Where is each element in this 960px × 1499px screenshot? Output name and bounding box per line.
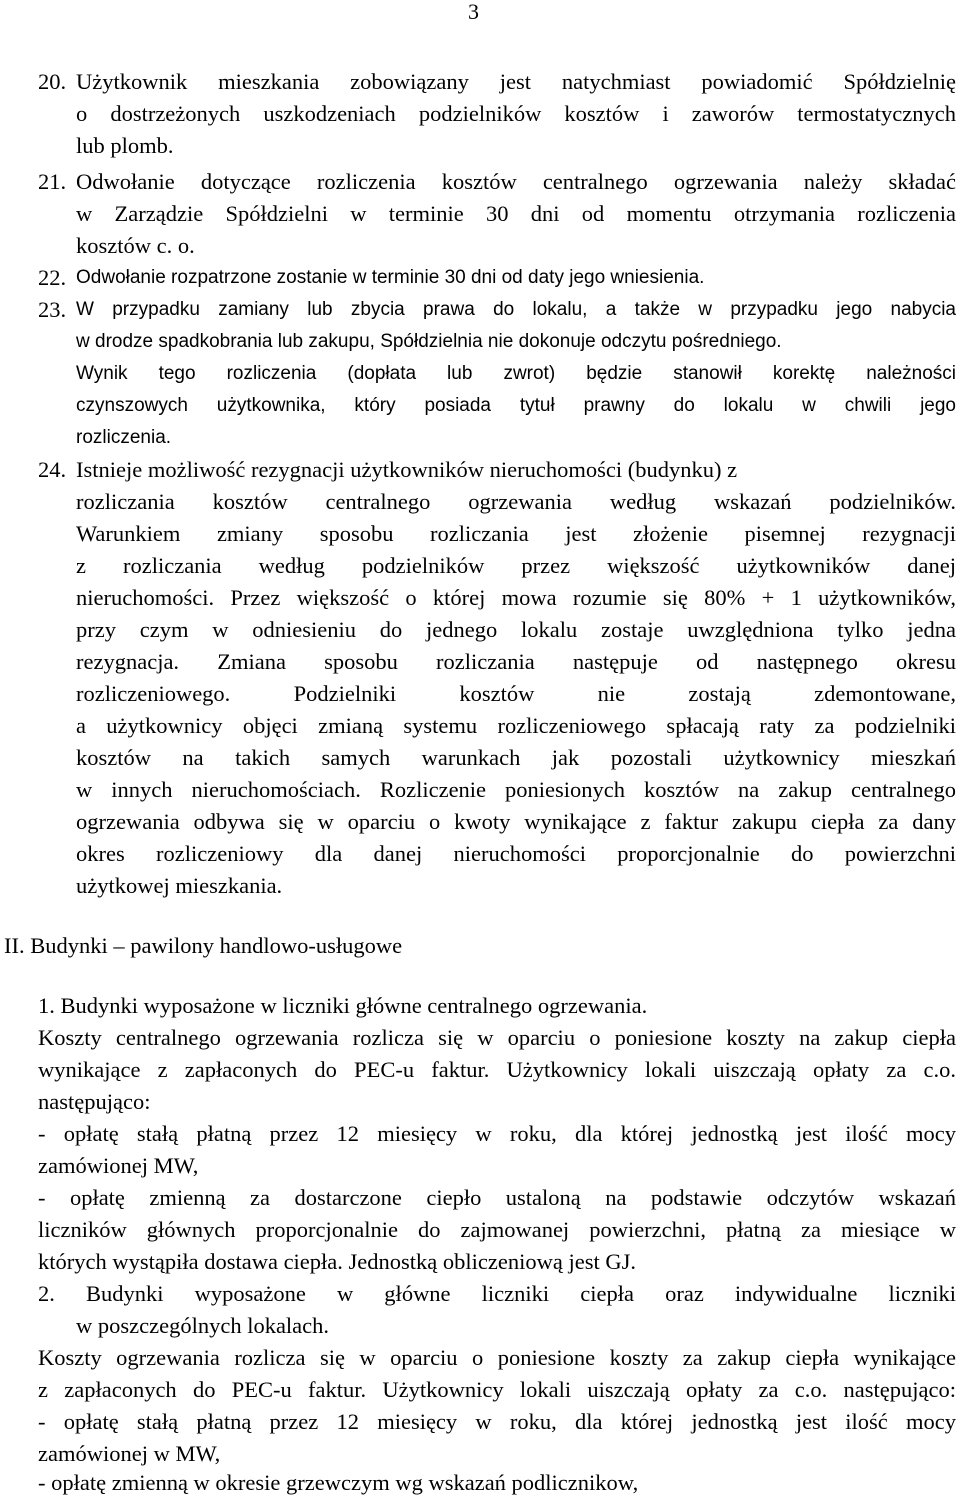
item-24-line-12: ogrzewania odbywa się w oparciu o kwoty wynikające z faktur zakupu ciepła za dany xyxy=(76,809,956,834)
item-24-line-3: Warunkiem zmiany sposobu rozliczania jest złożenie pisemnej rezygnacji xyxy=(76,521,956,546)
item-21-line-1: Odwołanie dotyczące rozliczenia kosztów centralnego ogrzewania należy składać xyxy=(76,169,956,194)
item-24-line-5: nieruchomości. Przez większość o której mowa rozumie się 80% + 1 użytkowników, xyxy=(76,585,956,610)
item-23-line-1: W przypadku zamiany lub zbycia prawa do lokalu, a także w przypadku jego nabycia xyxy=(76,299,956,320)
item-20-line-2: o dostrzeżonych uszkodzeniach podzielników kosztów i zaworów termostatycznych xyxy=(76,101,956,126)
item-24-number: 24. xyxy=(38,457,67,482)
section-2-p1-line-5: zamówionej MW, xyxy=(38,1153,199,1178)
section-2-item-2: 2. Budynki wyposażone w główne liczniki ciepła oraz indywidualne liczniki xyxy=(38,1281,956,1306)
section-2-p2-line-3: - opłatę stałą płatną przez 12 miesięcy w roku, dla której jednostką jest ilość mocy xyxy=(38,1409,956,1434)
item-23-number: 23. xyxy=(38,297,67,322)
item-21-number: 21. xyxy=(38,169,67,194)
section-2-p1-line-2: wynikające z zapłaconych do PEC-u faktur. Użytkownicy lokali uiszczają opłaty za c.o. xyxy=(38,1057,956,1082)
item-24-line-4: z rozliczania według podzielników przez większość użytkowników danej xyxy=(76,553,956,578)
section-2-p2-line-5: - opłatę zmienną w okresie grzewczym wg wskazań podlicznikow, xyxy=(38,1470,639,1495)
item-24-line-8: rozliczeniowego. Podzielniki kosztów nie zostają zdemontowane, xyxy=(76,681,956,706)
item-23-line-2: w drodze spadkobrania lub zakupu, Spółdzielnia nie dokonuje odczytu pośredniego. xyxy=(76,331,782,352)
item-23-line-4: czynszowych użytkownika, który posiada tytuł prawny do lokalu w chwili jego xyxy=(76,395,956,416)
section-2-heading: II. Budynki – pawilony handlowo-usługowe xyxy=(4,933,403,958)
item-24-line-10: kosztów na takich samych warunkach jak pozostali użytkownicy mieszkań xyxy=(76,745,956,770)
item-22-line-1: Odwołanie rozpatrzone zostanie w terminie 30 dni od daty jego wniesienia. xyxy=(76,267,705,288)
item-20-line-1: Użytkownik mieszkania zobowiązany jest natychmiast powiadomić Spółdzielnię xyxy=(76,69,956,94)
item-20-line-3: lub plomb. xyxy=(76,133,174,158)
item-21-line-2: w Zarządzie Spółdzielni w terminie 30 dni od momentu otrzymania rozliczenia xyxy=(76,201,956,226)
section-2-p2-line-2: z zapłaconych do PEC-u faktur. Użytkownicy lokali uiszczają opłaty za c.o. następująco: xyxy=(38,1377,956,1402)
section-2-p1-line-6: - opłatę zmienną za dostarczone ciepło ustaloną na podstawie odczytów wskazań xyxy=(38,1185,956,1210)
section-2-p1-line-7: liczników głównych proporcjonalnie do zajmowanej powierzchni, płatną za miesiące w xyxy=(38,1217,956,1242)
section-2-item-2-cont: w poszczególnych lokalach. xyxy=(76,1313,330,1338)
section-2-item-1: 1. Budynki wyposażone w liczniki główne centralnego ogrzewania. xyxy=(38,993,648,1018)
item-24-line-7: rezygnacja. Zmiana sposobu rozliczania następuje od następnego okresu xyxy=(76,649,956,674)
section-2-p1-line-1: Koszty centralnego ogrzewania rozlicza się w oparciu o poniesione koszty na zakup ciepła xyxy=(38,1025,956,1050)
item-24-line-13: okres rozliczeniowy dla danej nieruchomości proporcjonalnie do powierzchni xyxy=(76,841,956,866)
item-24-line-11: w innych nieruchomościach. Rozliczenie poniesionych kosztów na zakup centralnego xyxy=(76,777,956,802)
item-22-number: 22. xyxy=(38,265,67,290)
section-2-p2-line-1: Koszty ogrzewania rozlicza się w oparciu o poniesione koszty za zakup ciepła wynikające xyxy=(38,1345,956,1370)
item-24-line-2: rozliczania kosztów centralnego ogrzewania według wskazań podzielników. xyxy=(76,489,956,514)
section-2-p1-line-3: następująco: xyxy=(38,1089,151,1114)
item-24-line-1: Istnieje możliwość rezygnacji użytkowników nieruchomości (budynku) z xyxy=(76,457,738,482)
item-24-line-9: a użytkownicy objęci zmianą systemu rozliczeniowego spłacają raty za podzielniki xyxy=(76,713,956,738)
item-24-line-14: użytkowej mieszkania. xyxy=(76,873,283,898)
section-2-p1-line-4: - opłatę stałą płatną przez 12 miesięcy w roku, dla której jednostką jest ilość mocy xyxy=(38,1121,956,1146)
item-21-line-3: kosztów c. o. xyxy=(76,233,195,258)
section-2-p1-line-8: których wystąpiła dostawa ciepła. Jednostką obliczeniową jest GJ. xyxy=(38,1249,636,1274)
section-2-p2-line-4: zamówionej w MW, xyxy=(38,1441,221,1466)
item-20-number: 20. xyxy=(38,69,67,94)
page-number: 3 xyxy=(468,0,479,24)
item-23-line-3: Wynik tego rozliczenia (dopłata lub zwrot) będzie stanowił korektę należności xyxy=(76,363,956,384)
item-24-line-6: przy czym w odniesieniu do jednego lokalu zostaje uwzględniona tylko jedna xyxy=(76,617,956,642)
item-23-line-5: rozliczenia. xyxy=(76,427,172,448)
